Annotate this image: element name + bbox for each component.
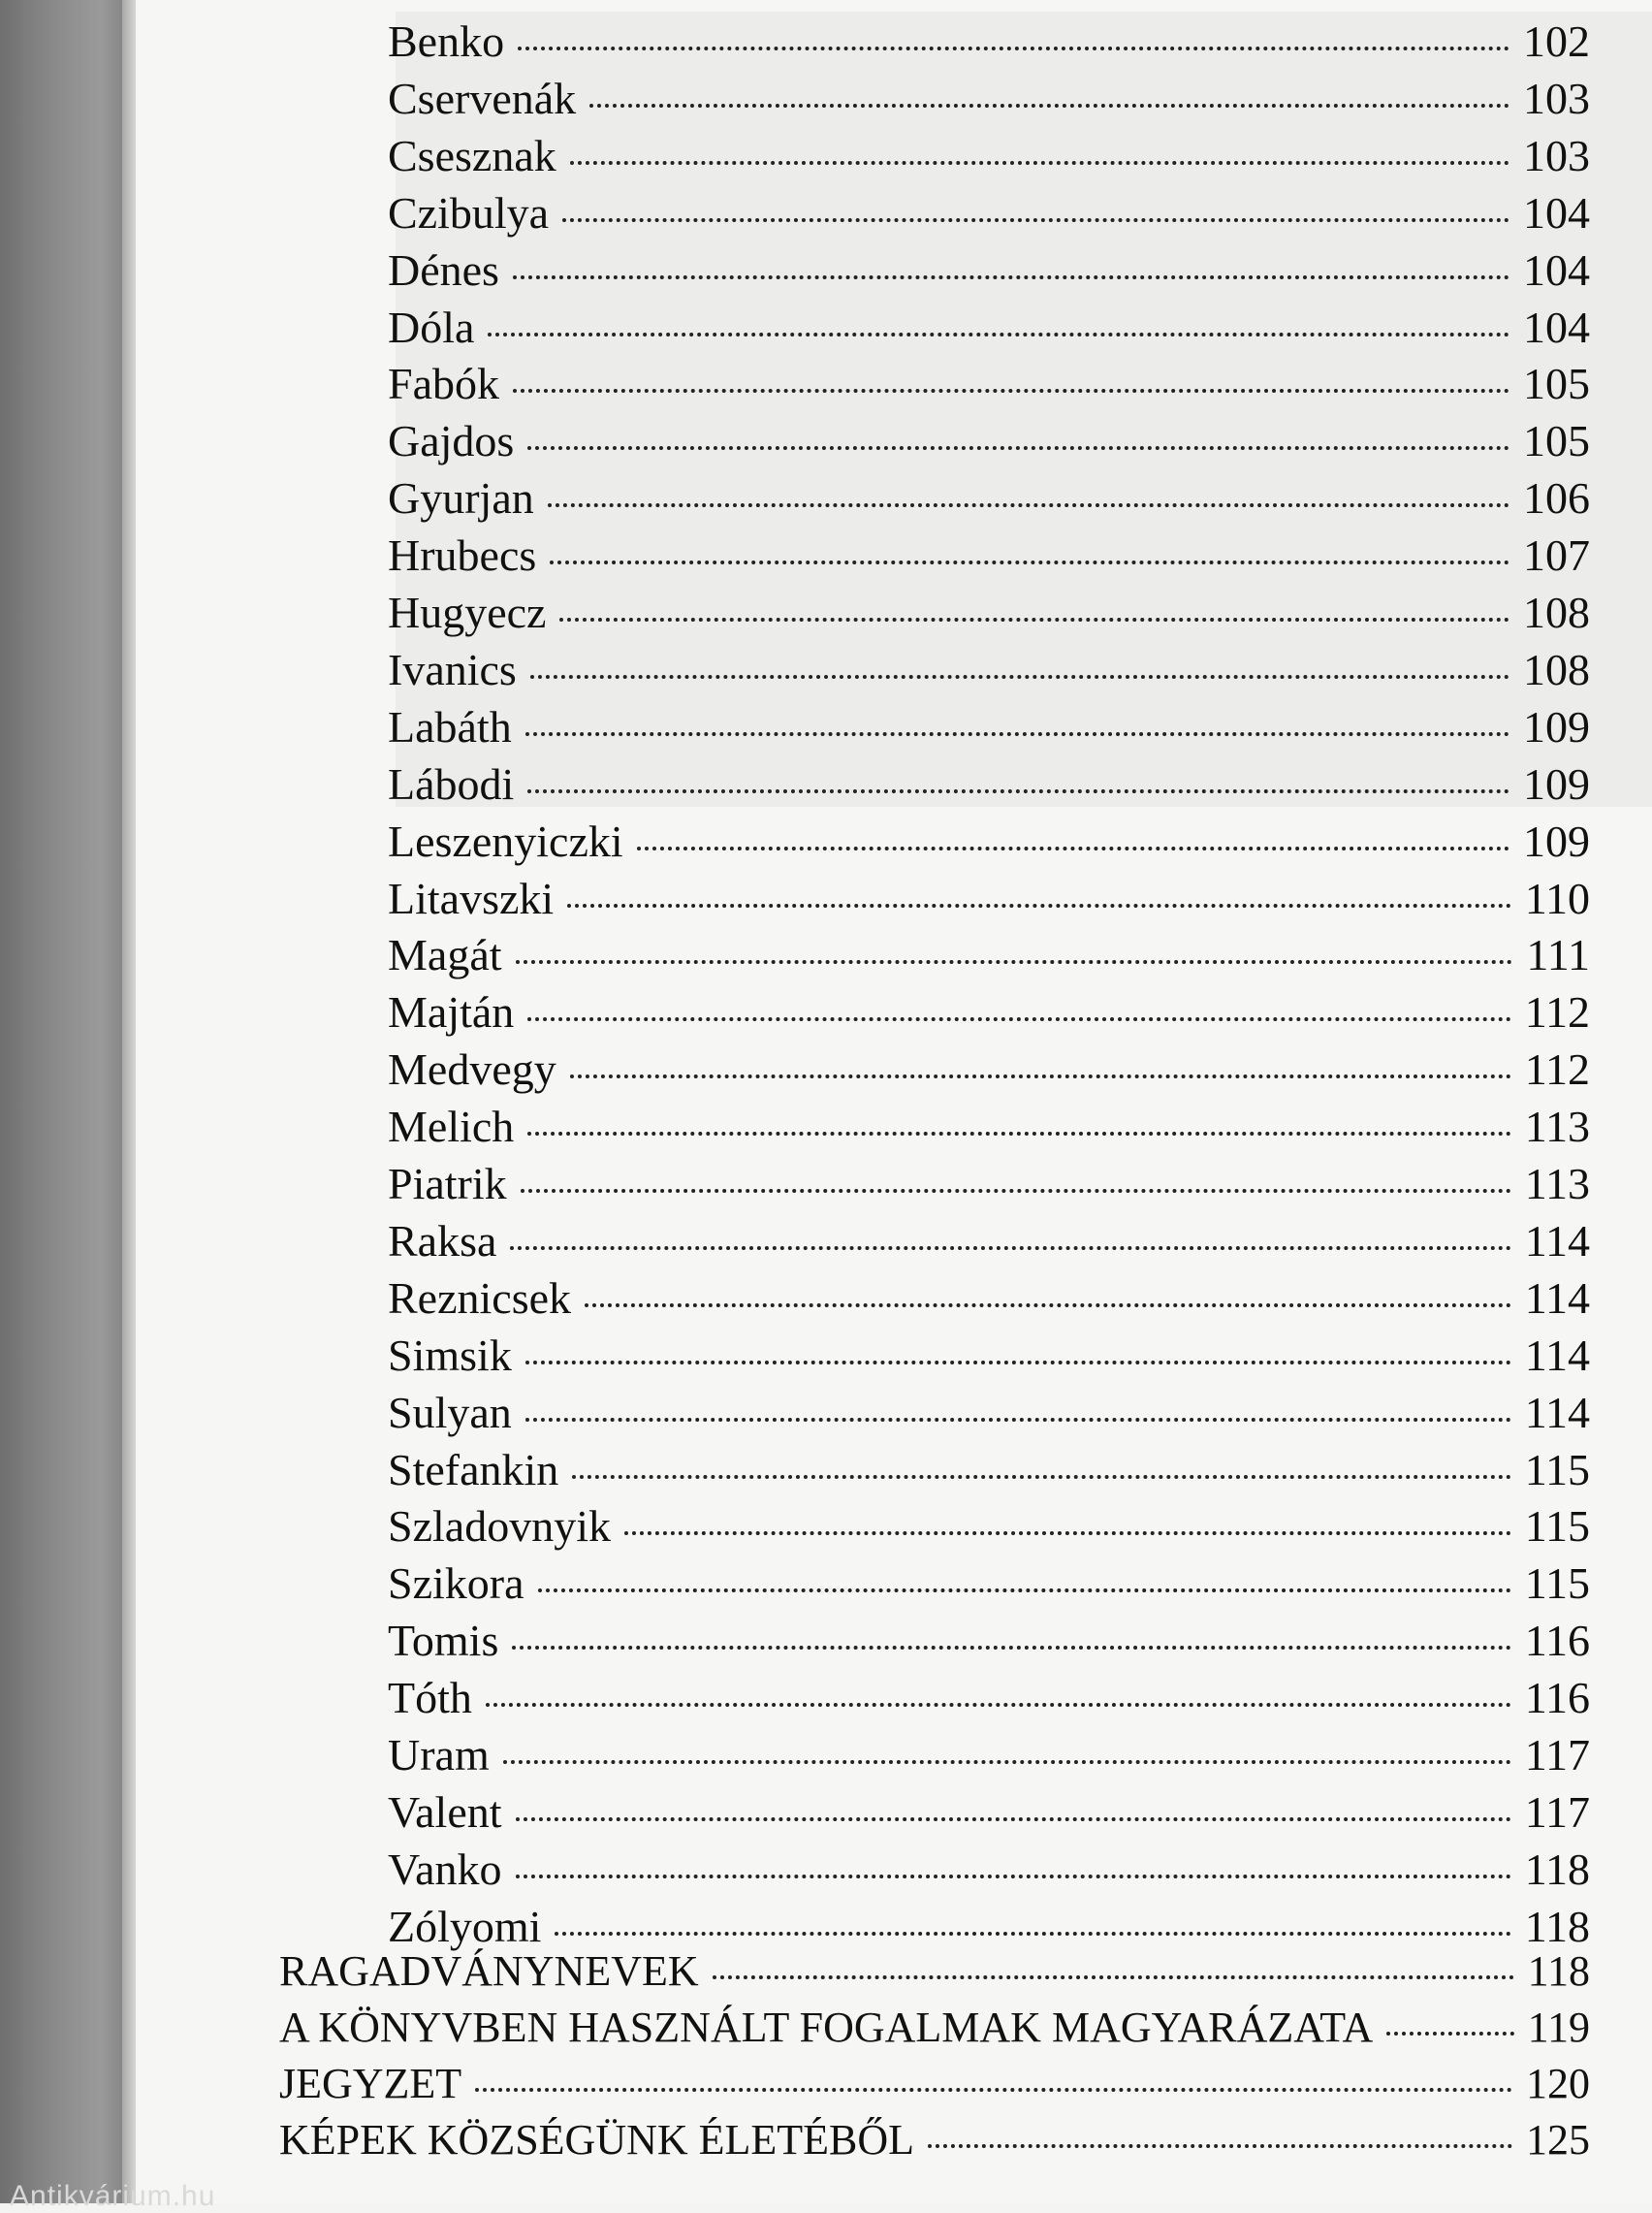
toc-entry-label: Simsik bbox=[388, 1330, 512, 1380]
toc-entry-page: 116 bbox=[1524, 1673, 1590, 1723]
toc-entry-label: Czibulya bbox=[388, 187, 550, 238]
toc-entry-page: 108 bbox=[1523, 644, 1590, 694]
toc-section bbox=[279, 1943, 1590, 2000]
toc-section bbox=[279, 2112, 1590, 2168]
toc-entry bbox=[388, 1042, 1590, 1098]
dot-leader bbox=[530, 675, 1509, 679]
dot-leader bbox=[570, 1074, 1511, 1078]
toc-entry-label: Csesznak bbox=[388, 130, 556, 180]
dot-leader bbox=[538, 1588, 1511, 1592]
toc-entry bbox=[388, 14, 1590, 70]
dot-leader bbox=[503, 1760, 1511, 1764]
toc-entry-page: 114 bbox=[1524, 1272, 1590, 1323]
dot-leader bbox=[525, 1361, 1511, 1364]
dot-leader bbox=[548, 503, 1509, 507]
toc-entry bbox=[388, 300, 1590, 356]
toc-entry bbox=[388, 871, 1590, 927]
toc-entry bbox=[388, 1156, 1590, 1212]
dot-leader bbox=[572, 1475, 1510, 1479]
toc-entry-label: Szladovnyik bbox=[388, 1501, 611, 1552]
toc-section-page: 118 bbox=[1527, 1947, 1590, 1995]
toc-entry-label: Ivanics bbox=[388, 644, 517, 694]
toc-section-page: 120 bbox=[1526, 2060, 1590, 2107]
toc-entry-label: Szikora bbox=[388, 1558, 524, 1609]
toc-entry bbox=[388, 128, 1590, 184]
toc-entry-label: Tóth bbox=[388, 1673, 472, 1723]
toc-entry-page: 115 bbox=[1524, 1444, 1590, 1494]
toc-entry-page: 113 bbox=[1524, 1102, 1590, 1152]
toc-entry-label: Raksa bbox=[388, 1215, 497, 1266]
toc-entry-label: Zólyomi bbox=[388, 1901, 542, 1951]
toc-entry-page: 118 bbox=[1524, 1901, 1590, 1951]
toc-entry-label: Litavszki bbox=[388, 873, 555, 923]
toc-entry-label: Sulyan bbox=[388, 1387, 512, 1437]
toc-entry-page: 115 bbox=[1524, 1501, 1590, 1552]
dot-leader bbox=[555, 1932, 1510, 1936]
toc-entry bbox=[388, 1213, 1590, 1269]
toc-entry-page: 109 bbox=[1523, 701, 1590, 752]
toc-entry bbox=[388, 470, 1590, 527]
toc-entry-page: 104 bbox=[1523, 244, 1590, 295]
toc-entry-page: 114 bbox=[1524, 1387, 1590, 1437]
toc-entry-label: Uram bbox=[388, 1730, 490, 1780]
toc-entry-page: 105 bbox=[1523, 359, 1590, 409]
toc-entry-page: 115 bbox=[1524, 1558, 1590, 1609]
dot-leader bbox=[527, 1132, 1510, 1136]
toc-entry bbox=[388, 756, 1590, 813]
toc-entry-page: 112 bbox=[1524, 987, 1590, 1038]
toc-entry-label: Dénes bbox=[388, 244, 499, 295]
toc-section-page: 119 bbox=[1527, 2004, 1590, 2051]
dot-leader bbox=[513, 275, 1509, 279]
toc-entry bbox=[388, 71, 1590, 127]
toc-entry-label: Piatrik bbox=[388, 1159, 507, 1208]
toc-entry-page: 114 bbox=[1524, 1215, 1590, 1266]
dot-leader bbox=[475, 2088, 1512, 2092]
dot-leader bbox=[525, 732, 1509, 736]
toc-entry-label: Leszenyiczki bbox=[388, 816, 623, 866]
dot-leader bbox=[637, 847, 1509, 850]
dot-leader bbox=[1386, 2032, 1513, 2036]
toc-section-label: KÉPEK KÖZSÉGÜNK ÉLETÉBŐL bbox=[279, 2116, 915, 2164]
dot-leader bbox=[516, 1875, 1511, 1878]
toc-entry-label: Stefankin bbox=[388, 1444, 559, 1494]
toc-entry bbox=[388, 1099, 1590, 1155]
dot-leader bbox=[589, 104, 1509, 108]
toc-entry-page: 110 bbox=[1524, 873, 1590, 923]
toc-entry bbox=[388, 699, 1590, 755]
toc-entry-page: 108 bbox=[1523, 588, 1590, 637]
toc-entry-page: 102 bbox=[1523, 16, 1590, 66]
toc-entry bbox=[388, 1670, 1590, 1726]
dot-leader bbox=[525, 1418, 1511, 1422]
toc-entry bbox=[388, 1328, 1590, 1384]
dot-leader bbox=[518, 47, 1509, 50]
toc-entry bbox=[388, 1727, 1590, 1783]
toc-entry bbox=[388, 1442, 1590, 1498]
toc-entry bbox=[388, 1784, 1590, 1841]
toc-entry bbox=[388, 642, 1590, 698]
toc-entry-page: 106 bbox=[1523, 473, 1590, 524]
toc-entry-page: 116 bbox=[1524, 1616, 1590, 1666]
toc-entry-label: Dóla bbox=[388, 302, 475, 352]
toc-entry-label: Melich bbox=[388, 1102, 515, 1152]
dot-leader bbox=[562, 218, 1509, 222]
toc-entry-page: 104 bbox=[1523, 302, 1590, 352]
toc-entry-page: 109 bbox=[1523, 758, 1590, 809]
toc-entry-page: 104 bbox=[1523, 187, 1590, 238]
toc-section-label: RAGADVÁNYNEVEK bbox=[279, 1947, 699, 1995]
dot-leader bbox=[527, 789, 1509, 793]
toc-entry-page: 114 bbox=[1524, 1330, 1590, 1380]
toc-section-page: 125 bbox=[1526, 2116, 1590, 2164]
toc-entry-label: Hrubecs bbox=[388, 530, 537, 581]
dot-leader bbox=[550, 561, 1509, 564]
toc-entry-label: Tomis bbox=[388, 1616, 499, 1666]
toc-entry-page: 109 bbox=[1523, 816, 1590, 866]
toc-entry bbox=[388, 984, 1590, 1041]
dot-leader bbox=[488, 333, 1509, 337]
toc-entry-page: 111 bbox=[1526, 930, 1590, 980]
toc-entry-page: 103 bbox=[1523, 73, 1590, 123]
dot-leader bbox=[512, 1646, 1510, 1650]
toc-entry bbox=[388, 1385, 1590, 1441]
toc-entry bbox=[388, 1498, 1590, 1555]
toc-entry bbox=[388, 413, 1590, 469]
dot-leader bbox=[585, 1303, 1511, 1307]
toc-entry bbox=[388, 1556, 1590, 1612]
toc-entry bbox=[388, 356, 1590, 412]
dot-leader bbox=[521, 1189, 1511, 1193]
toc-entry-label: Majtán bbox=[388, 987, 515, 1038]
dot-leader bbox=[570, 161, 1509, 165]
toc-section-label: JEGYZET bbox=[279, 2060, 462, 2107]
dot-leader bbox=[559, 618, 1509, 622]
toc-section bbox=[279, 2056, 1590, 2112]
dot-leader bbox=[624, 1531, 1511, 1535]
toc-entry-page: 117 bbox=[1524, 1730, 1590, 1780]
toc-section bbox=[279, 2000, 1590, 2056]
toc-entry bbox=[388, 528, 1590, 584]
toc-entry-page: 103 bbox=[1523, 130, 1590, 180]
dot-leader bbox=[516, 960, 1513, 964]
toc-entry-page: 117 bbox=[1524, 1786, 1590, 1837]
toc-entry-label: Lábodi bbox=[388, 758, 515, 809]
toc-entry-label: Gajdos bbox=[388, 416, 515, 466]
watermark: Antikvárium.hu bbox=[10, 2180, 216, 2212]
dot-leader bbox=[713, 1975, 1514, 1979]
dot-leader bbox=[513, 389, 1509, 393]
toc-entry-page: 112 bbox=[1524, 1044, 1590, 1095]
toc-entry-label: Gyurjan bbox=[388, 473, 534, 524]
toc-entry-label: Medvegy bbox=[388, 1044, 556, 1095]
dot-leader bbox=[567, 904, 1511, 908]
toc-section-label: A KÖNYVBEN HASZNÁLT FOGALMAK MAGYARÁZATA bbox=[279, 2004, 1374, 2051]
toc-entry bbox=[388, 927, 1590, 983]
toc-entry-page: 105 bbox=[1523, 416, 1590, 466]
dot-leader bbox=[516, 1817, 1511, 1821]
dot-leader bbox=[928, 2144, 1512, 2148]
toc-entry-label: Benko bbox=[388, 16, 505, 66]
toc-entry bbox=[388, 1842, 1590, 1898]
toc-entry bbox=[388, 585, 1590, 641]
toc-entry-label: Cservenák bbox=[388, 73, 577, 123]
dot-leader bbox=[527, 1017, 1510, 1021]
toc-entry-page: 107 bbox=[1523, 530, 1590, 581]
toc-entry-label: Magát bbox=[388, 930, 502, 980]
toc-entry bbox=[388, 1613, 1590, 1669]
toc-entry bbox=[388, 185, 1590, 241]
toc-entry-page: 113 bbox=[1524, 1159, 1590, 1208]
toc-entry-label: Fabók bbox=[388, 359, 499, 409]
toc-entry-label: Valent bbox=[388, 1786, 502, 1837]
toc-entry-label: Labáth bbox=[388, 701, 512, 752]
toc-entry bbox=[388, 242, 1590, 299]
toc-entry-page: 118 bbox=[1524, 1844, 1590, 1894]
toc-entry bbox=[388, 1270, 1590, 1327]
toc-entry-label: Reznicsek bbox=[388, 1272, 572, 1323]
dot-leader bbox=[527, 446, 1509, 450]
toc-entry-label: Hugyecz bbox=[388, 588, 547, 637]
dot-leader bbox=[486, 1703, 1511, 1707]
toc-entry bbox=[388, 814, 1590, 870]
toc-entry-label: Vanko bbox=[388, 1844, 502, 1894]
dot-leader bbox=[510, 1246, 1510, 1250]
